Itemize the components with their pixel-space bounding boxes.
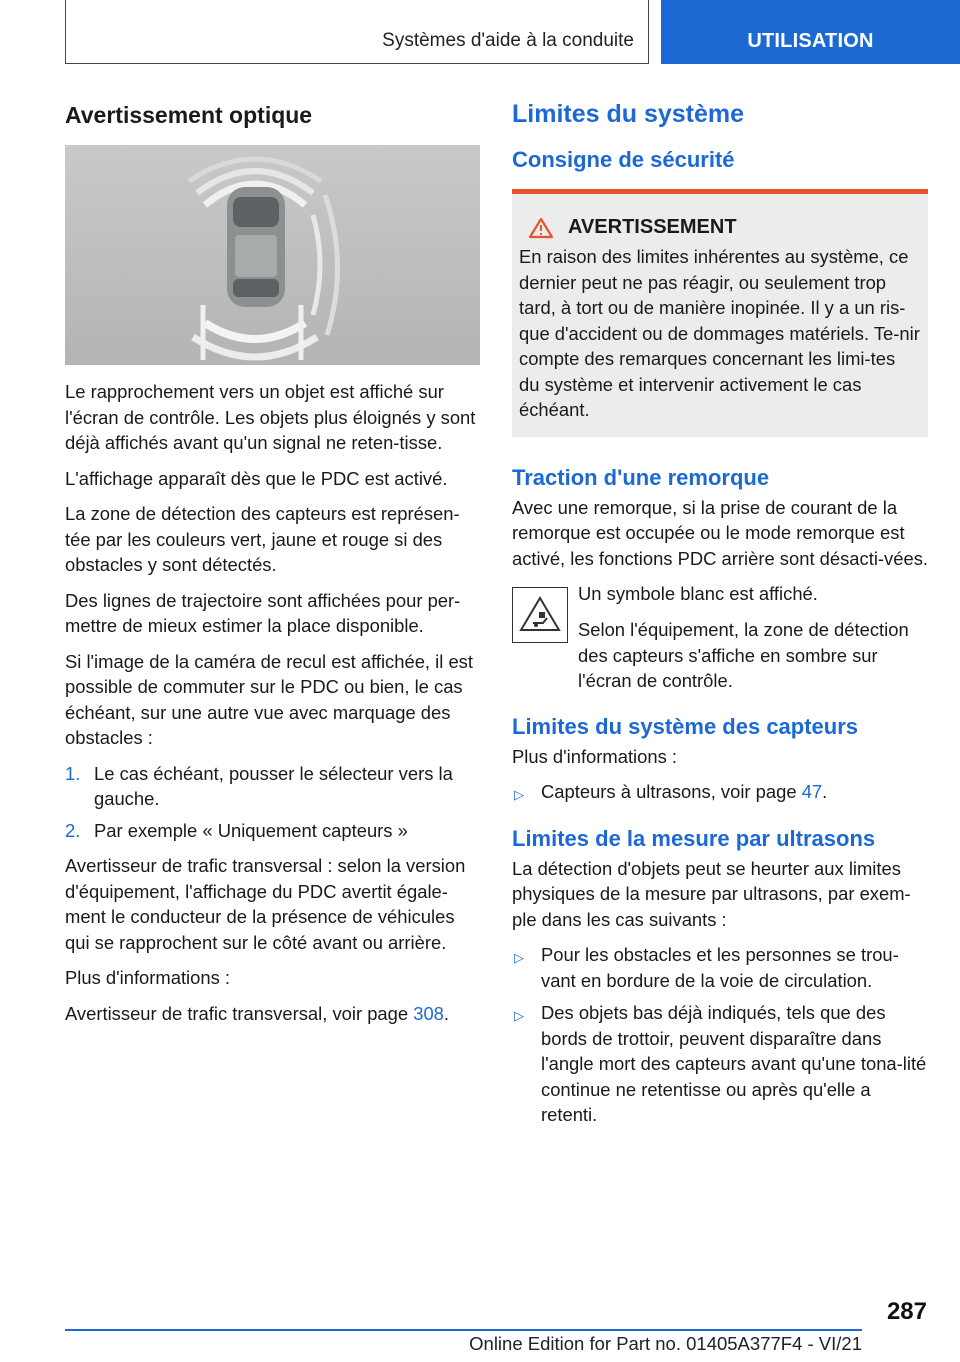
bullet-text: Des objets bas déjà indiqués, tels que des bords de trottoir, peuvent disparaître dans l'angle mort des capteurs avant qu'une tona-lité continue ne retentisse ou après qu'elle a retenti. xyxy=(541,1002,927,1125)
warning-text: En raison des limites inhérentes au système, ce dernier peut ne pas réagir, ou seulement trop tard, à tort ou de manière inopinée. Il y a un ris-que d'accident ou de dommages matériels. Te-nir compte des remarques concernant les limi-tes du système et intervenir activement le cas échéant. xyxy=(519,246,920,420)
step-text: Par exemple « Uniquement capteurs » xyxy=(94,819,408,841)
left-column xyxy=(65,100,480,1036)
page-number: 287 xyxy=(886,1298,927,1325)
paragraph: Selon l'équipement, la zone de détection des capteurs s'affiche en sombre sur l'écran de contrôle. xyxy=(578,619,909,691)
paragraph: Avec une remorque, si la prise de courant de la remorque est occupée ou le mode remorque est activé, les fonctions PDC arrière sont désacti-vées. xyxy=(512,496,929,569)
paragraph: La zone de détection des capteurs est représen-tée par les couleurs vert, jaune et rouge si des obstacles y sont détectés. xyxy=(65,503,460,575)
paragraph: Plus d'informations : xyxy=(65,967,231,988)
reference-end: . xyxy=(822,781,828,802)
bullet-text: Pour les obstacles et les personnes se trou-vant en bordure de la voie de circulation. xyxy=(541,944,899,991)
visual-warning-heading: Avertissement optique xyxy=(65,102,313,128)
parking-sensor-illustration xyxy=(65,145,480,365)
paragraph: Plus d'informations : xyxy=(512,745,678,767)
warning-box xyxy=(512,189,928,437)
paragraph: Le rapprochement vers un objet est affiché sur l'écran de contrôle. Les objets plus éloignés y sont déjà affichés avant qu'un signal ne reten-tisse. xyxy=(65,381,476,453)
system-limits-heading: Limites du système xyxy=(512,100,745,128)
step-number: 1. xyxy=(65,762,81,784)
paragraph: Des lignes de trajectoire sont affichées pour per-mettre de mieux estimer la place disponible. xyxy=(65,589,461,636)
reference-end: . xyxy=(443,1002,450,1024)
triangle-bullet-icon: ▷ xyxy=(514,950,524,965)
edition-footer: Online Edition for Part no. 01405A377F4 - VI/21 xyxy=(469,1333,862,1354)
cross-reference xyxy=(65,1001,480,1027)
sensor-limits-heading: Limites du système des capteurs xyxy=(512,713,859,739)
step-text: Le cas échéant, pousser le sélecteur vers la gauche. xyxy=(94,762,453,809)
safety-notice-heading: Consigne de sécurité xyxy=(512,147,735,172)
ultrasonic-list xyxy=(512,942,928,1128)
step-list xyxy=(65,761,480,844)
right-column xyxy=(512,100,928,1138)
reference-text xyxy=(541,779,827,808)
ultrasonic-limits-heading: Limites de la mesure par ultrasons xyxy=(512,825,876,851)
paragraph: L'affichage apparaît dès que le PDC est activé. xyxy=(65,467,448,489)
triangle-bullet-icon: ▷ xyxy=(514,1008,524,1023)
warning-header xyxy=(519,216,920,239)
warning-label: AVERTISSEMENT xyxy=(568,216,737,238)
sensor-reference-list xyxy=(512,779,928,808)
footer-divider xyxy=(65,1329,862,1331)
page-link[interactable]: 308 xyxy=(413,1002,444,1024)
list-item xyxy=(512,1000,928,1128)
pdc-display-image xyxy=(65,145,480,365)
step-number: 2. xyxy=(65,819,81,841)
list-item xyxy=(512,942,928,993)
section-tab[interactable]: UTILISATION xyxy=(661,0,960,64)
list-item xyxy=(65,761,480,812)
page-link[interactable]: 47 xyxy=(801,781,823,802)
paragraph: Un symbole blanc est affiché. xyxy=(578,583,818,604)
list-item xyxy=(512,779,928,808)
paragraph: Avertisseur de trafic transversal : selon la version d'équipement, l'affichage du PDC avertit égale-ment le conducteur de la présence de véhicules qui se rapprochent sur le côté avant ou arrière. xyxy=(65,855,466,953)
warning-triangle-icon xyxy=(528,217,554,239)
trailer-warning-icon xyxy=(512,587,568,643)
triangle-bullet-icon: ▷ xyxy=(514,787,524,802)
paragraph: Si l'image de la caméra de recul est affichée, il est possible de commuter sur le PDC ou bien, le cas échéant, sur une autre vue avec marquage des obstacles : xyxy=(65,650,473,748)
list-item xyxy=(65,818,480,844)
paragraph: La détection d'objets peut se heurter aux limites physiques de la mesure par ultrasons, par exem-ple dans les cas suivants : xyxy=(512,857,911,930)
reference-label: Capteurs à ultrasons, voir page xyxy=(541,781,802,802)
reference-text: Avertisseur de trafic transversal, voir page xyxy=(65,1002,414,1024)
trailer-heading: Traction d'une remorque xyxy=(512,464,770,490)
chapter-header: Systèmes d'aide à la conduite xyxy=(65,0,649,64)
